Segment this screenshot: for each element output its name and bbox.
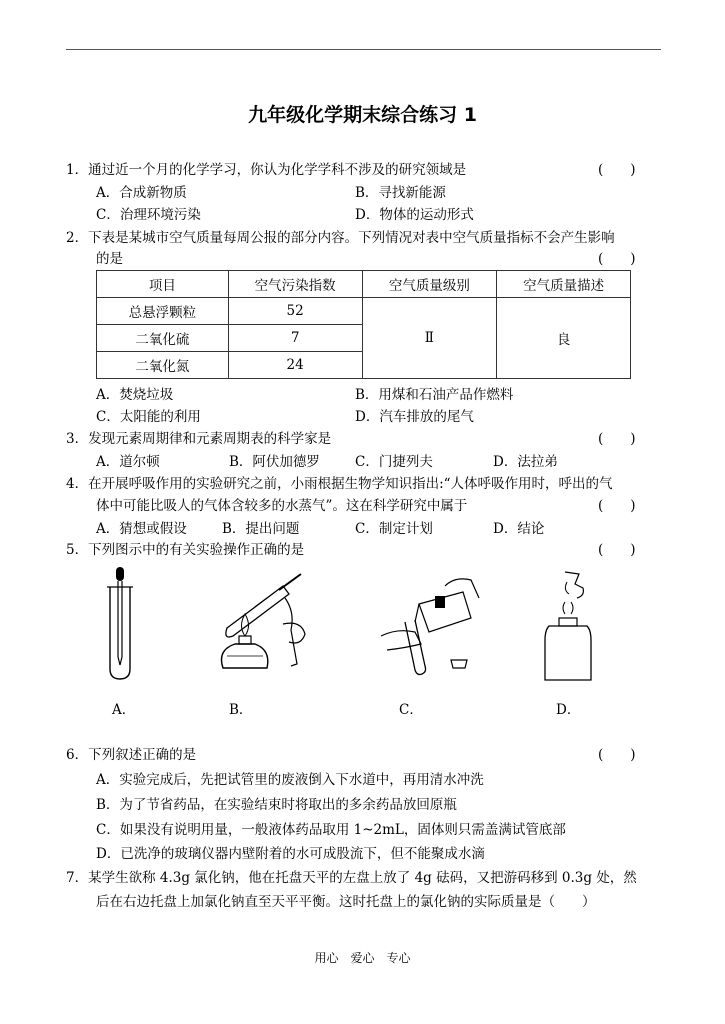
q6-option-a: A．实验完成后，先把试管里的废液倒入下水道中，再用清水冲洗 [96,772,484,788]
table-row [97,298,631,325]
table-header-row [97,271,631,298]
q4-answer-paren: ( ) [598,498,636,514]
q3-answer-paren: ( ) [598,431,636,447]
q5-stem: 5．下列图示中的有关实验操作正确的是 [66,542,305,558]
q6-stem: 6．下列叙述正确的是 [66,747,197,763]
q1-option-a: A．合成新物质 [96,185,187,201]
q4-option-d: D．结论 [493,521,545,537]
table-header-cell: 空气污染指数 [228,271,362,298]
q1-stem: 1．通过近一个月的化学学习，你认为化学学科不涉及的研究领域是 [66,162,467,178]
q4-option-a: A．猜想或假设 [96,521,187,537]
figure-b-heating-test-tube [205,568,315,688]
q3-option-d: D．法拉弟 [493,454,558,470]
figure-c-label: C． [399,702,423,718]
q6-answer-paren: ( ) [598,747,636,763]
q6-option-b: B．为了节省药品，在实验结束时将取出的多余药品放回原瓶 [96,797,457,813]
figure-b-label: B． [229,702,253,718]
q2-option-b: B．用煤和石油产品作燃料 [355,387,514,403]
figure-a-dropper-in-test-tube [100,565,140,685]
q2-stem-line1: 2．下表是某城市空气质量每周公报的部分内容。下列情况对表中空气质量指标不会产生影响 [66,230,615,246]
table-cell-item: 总悬浮颗粒 [97,298,229,325]
q6-option-c: C．如果没有说明用量，一般液体药品取用 1~2mL，固体则只需盖满试管底部 [96,822,566,838]
q5-answer-paren: ( ) [598,542,636,558]
q1-answer-paren: ( ) [598,162,636,178]
table-cell-index: 24 [228,352,362,379]
q2-stem-line2: 的是 [96,251,123,267]
table-cell-item: 二氧化氮 [97,352,229,379]
figure-d-smelling-gas-bottle [535,568,605,688]
table-cell-index: 52 [228,298,362,325]
header-rule [66,49,661,50]
q4-stem-line2: 体中可能比吸人的气体含较多的水蒸气”。这在科学研究中属于 [96,498,468,514]
q7-stem-line1: 7．某学生欲称 4.3g 氯化钠，他在托盘天平的左盘上放了 4g 砝码，又把游码移到 0.3g 处，然 [66,870,637,886]
q3-option-a: A．道尔顿 [96,454,160,470]
q1-option-d: D．物体的运动形式 [355,207,474,223]
table-cell-desc: 良 [497,298,631,379]
page-title: 九年级化学期末综合练习 1 [248,104,477,126]
q4-stem-line1: 4．在开展呼吸作用的实验研究之前，小雨根据生物学知识指出:“人体呼吸作用时，呼出的气 [66,476,613,492]
figure-a-label: A． [112,702,136,718]
q7-stem-line2: 后在右边托盘上加氯化钠直至天平平衡。这时托盘上的氯化钠的实际质量是（ ） [96,894,596,910]
q2-answer-paren: ( ) [598,251,636,267]
table-cell-item: 二氧化硫 [97,325,229,352]
figure-c-pouring-liquid [375,570,495,680]
table-header-cell: 空气质量描述 [497,271,631,298]
air-quality-table [96,270,631,379]
q3-stem: 3．发现元素周期律和元素周期表的科学家是 [66,431,332,447]
page-footer: 用心 爱心 专心 [314,951,411,965]
q3-option-c: C．门捷列夫 [355,454,433,470]
q1-option-b: B．寻找新能源 [355,185,446,201]
q2-option-a: A．焚烧垃圾 [96,387,174,403]
q1-option-c: C．治理环境污染 [96,207,201,223]
q3-option-b: B．阿伏加德罗 [229,454,320,470]
table-header-cell: 空气质量级别 [362,271,497,298]
q4-option-c: C．制定计划 [355,521,433,537]
table-cell-index: 7 [228,325,362,352]
q2-option-d: D．汽车排放的尾气 [355,409,474,425]
figure-d-label: D． [556,702,581,718]
table-cell-level: Ⅱ [362,298,497,379]
table-header-cell: 项目 [97,271,229,298]
q4-option-b: B．提出问题 [222,521,300,537]
q2-option-c: C．太阳能的利用 [96,409,201,425]
q6-option-d: D．已洗净的玻璃仪器内壁附着的水可成股流下，但不能聚成水滴 [96,846,485,862]
